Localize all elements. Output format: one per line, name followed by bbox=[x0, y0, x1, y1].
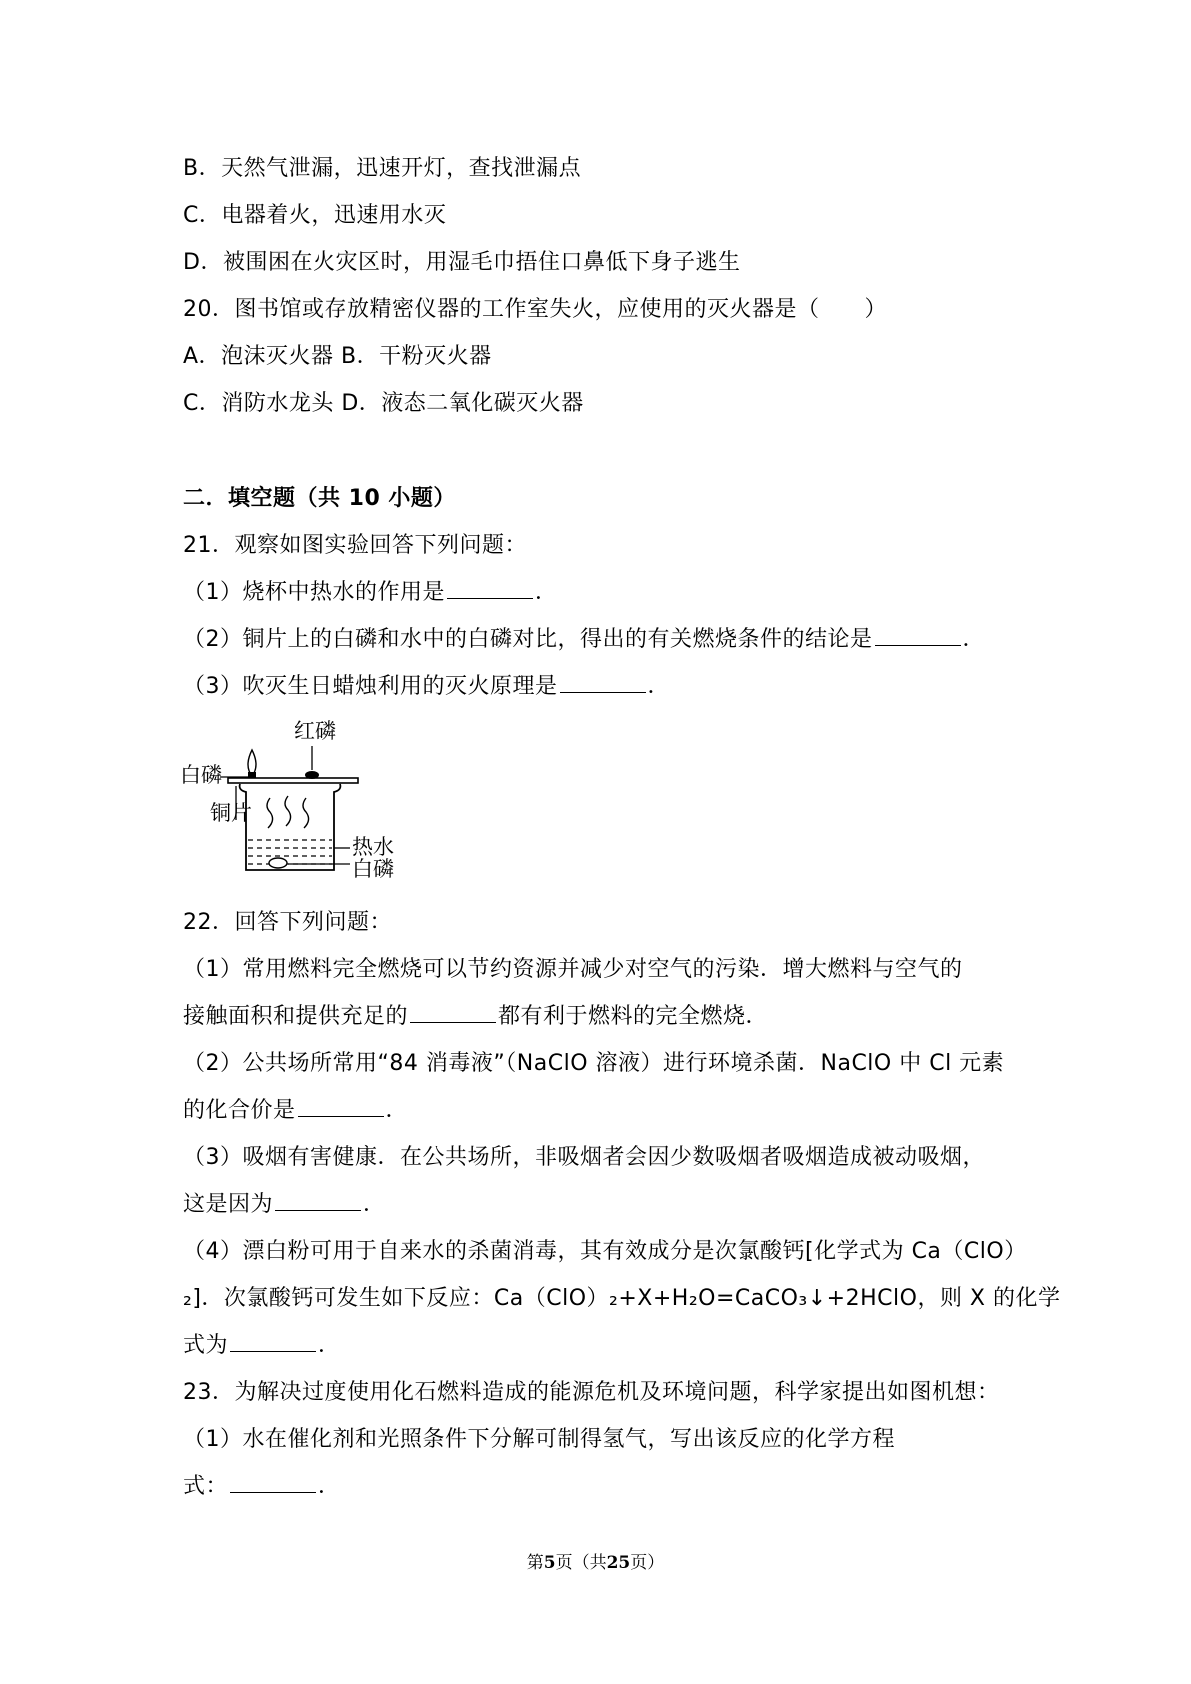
question-22 bbox=[183, 908, 1031, 938]
steam-lines bbox=[267, 796, 309, 828]
line-text: C．消防水龙头 D．液态二氧化碳灭火器 bbox=[183, 391, 584, 416]
question-20-options-cd bbox=[183, 389, 1031, 419]
answer-blank bbox=[230, 1331, 316, 1352]
white-phosphorus-label-bottom: 白磷 bbox=[352, 857, 394, 881]
question-22-part-4 bbox=[183, 1237, 1031, 1267]
section-heading bbox=[183, 484, 1031, 514]
line-text: ． bbox=[962, 627, 986, 652]
question-22-part-2-cont bbox=[183, 1096, 1031, 1126]
footer-text: 页（共 bbox=[555, 1553, 607, 1573]
question-21-part-1 bbox=[183, 578, 1031, 608]
line-text: （1）常用燃料完全燃烧可以节约资源并减少对空气的污染．增大燃料与空气的 bbox=[183, 957, 963, 982]
question-23-part-1-cont bbox=[183, 1472, 1031, 1502]
white-phosphorus-label-top: 白磷 bbox=[180, 763, 222, 787]
line-text: ． bbox=[535, 580, 558, 605]
white-phosphorus-under-water bbox=[269, 858, 287, 868]
copper-sheet-label: 铜片 bbox=[210, 801, 252, 825]
beaker bbox=[240, 784, 341, 870]
line-text: ． bbox=[363, 1192, 386, 1217]
question-22-part-1-cont bbox=[183, 1002, 1031, 1032]
line-text: 21．观察如图实验回答下列问题： bbox=[183, 533, 527, 558]
red-phosphorus-label: 红磷 bbox=[294, 720, 336, 743]
answer-blank bbox=[230, 1472, 316, 1493]
option-b-line bbox=[183, 154, 1031, 184]
footer-text: 第 bbox=[526, 1553, 544, 1573]
page-footer bbox=[0, 1548, 1191, 1573]
question-21-part-3 bbox=[183, 672, 1031, 702]
question-22-part-1 bbox=[183, 955, 1031, 985]
line-text: （3）吹灭生日蜡烛利用的灭火原理是 bbox=[183, 674, 558, 699]
question-20 bbox=[183, 295, 1031, 325]
copper-sheet bbox=[228, 778, 358, 783]
question-22-part-3-cont bbox=[183, 1190, 1031, 1220]
question-22-part-3 bbox=[183, 1143, 1031, 1173]
white-phosphorus-on-copper bbox=[248, 772, 256, 778]
answer-blank bbox=[447, 578, 533, 599]
question-22-part-2 bbox=[183, 1049, 1031, 1079]
line-text: 接触面积和提供充足的 bbox=[183, 1004, 409, 1029]
line-text: （3）吸烟有害健康．在公共场所，非吸烟者会因少数吸烟者吸烟造成被动吸烟， bbox=[183, 1145, 985, 1170]
line-text: ． bbox=[318, 1474, 341, 1499]
line-text: B．天然气泄漏，迅速开灯，查找泄漏点 bbox=[183, 156, 582, 181]
line-text: 这是因为 bbox=[183, 1192, 274, 1217]
line-text: 20．图书馆或存放精密仪器的工作室失火，应使用的灭火器是（ ） bbox=[183, 297, 887, 322]
line-text: （1）水在催化剂和光照条件下分解可制得氢气，写出该反应的化学方程 bbox=[183, 1427, 895, 1452]
option-d-line bbox=[183, 248, 1031, 278]
line-text: ₂]．次氯酸钙可发生如下反应：Ca（ClO）₂+X+H₂O=CaCO₃↓+2HClO，则 X 的化学 bbox=[183, 1286, 1061, 1311]
line-text: C．电器着火，迅速用水灭 bbox=[183, 203, 447, 228]
line-text: A．泡沫灭火器 B．干粉灭火器 bbox=[183, 344, 492, 369]
answer-blank bbox=[410, 1002, 496, 1023]
line-text: 式： bbox=[183, 1474, 229, 1499]
question-20-options-ab bbox=[183, 342, 1031, 372]
question-22-part-4-cont bbox=[183, 1284, 1061, 1314]
question-23-part-1 bbox=[183, 1425, 1031, 1455]
footer-text: 页） bbox=[630, 1553, 665, 1573]
line-text: （2）铜片上的白磷和水中的白磷对比，得出的有关燃烧条件的结论是 bbox=[183, 627, 873, 652]
answer-blank bbox=[560, 672, 646, 693]
line-text: 二．填空题（共 10 小题） bbox=[183, 486, 456, 511]
beaker-experiment-figure bbox=[180, 720, 410, 890]
line-text: ． bbox=[647, 674, 671, 699]
answer-blank bbox=[298, 1096, 384, 1117]
question-22-part-4-end bbox=[183, 1331, 1031, 1361]
hot-water-label: 热水 bbox=[352, 835, 394, 859]
total-pages: 25 bbox=[606, 1553, 631, 1573]
line-text: （2）公共场所常用“84 消毒液”（NaClO 溶液）进行环境杀菌．NaClO 中 Cl 元素 bbox=[183, 1051, 1005, 1076]
line-text: （4）漂白粉可用于自来水的杀菌消毒，其有效成分是次氯酸钙[化学式为 Ca（ClO） bbox=[183, 1239, 1027, 1264]
question-21 bbox=[183, 531, 1031, 561]
answer-blank bbox=[275, 1190, 361, 1211]
line-text: ． bbox=[318, 1333, 341, 1358]
line-text: 的化合价是 bbox=[183, 1098, 296, 1123]
red-phosphorus bbox=[305, 771, 319, 779]
line-text: （1）烧杯中热水的作用是 bbox=[183, 580, 445, 605]
line-text: ． bbox=[385, 1098, 409, 1123]
line-text: 式为 bbox=[183, 1333, 229, 1358]
question-23 bbox=[183, 1378, 1031, 1408]
line-text: 22．回答下列问题： bbox=[183, 910, 392, 935]
option-c-line bbox=[183, 201, 1031, 231]
question-21-part-2 bbox=[183, 625, 1031, 655]
line-text: D．被围困在火灾区时，用湿毛巾捂住口鼻低下身子逃生 bbox=[183, 250, 741, 275]
line-text: 23．为解决过度使用化石燃料造成的能源危机及环境问题，科学家提出如图机想： bbox=[183, 1380, 1000, 1405]
line-text: 都有利于燃料的完全燃烧． bbox=[498, 1004, 769, 1029]
answer-blank bbox=[875, 625, 961, 646]
page-number: 5 bbox=[543, 1553, 556, 1573]
water-lines bbox=[248, 840, 332, 864]
